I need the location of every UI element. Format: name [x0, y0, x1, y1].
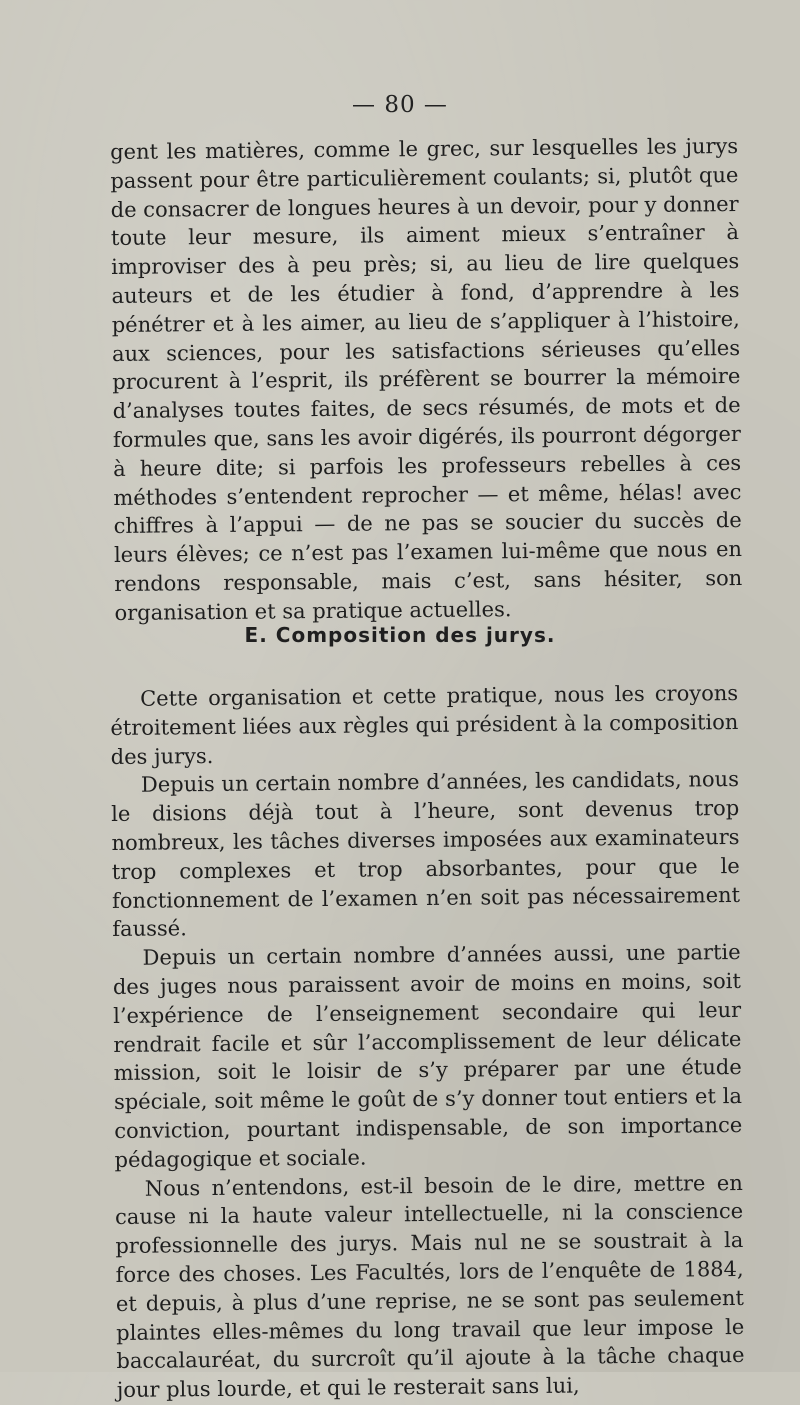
- body-text-top: [110, 132, 743, 628]
- paragraph: Cette organisation et cette pratique, nous les croyons étroitement liées aux règles qui président à la composition des jurys.: [110, 680, 739, 769]
- body-text-bottom: [110, 679, 745, 1405]
- page-number: — 80 —: [352, 92, 448, 118]
- paragraph: Depuis un certain nombre d’années, les candidats, nous le disions déjà tout à l’heure, sont devenus trop nombreux, les tâches diverses imposées aux examinateurs trop complexes et trop absorbantes, pour que le fonctionnement de l’examen n’en soit pas nécessairement faussé.: [111, 767, 741, 942]
- paragraph: Nous n’entendons, est-il besoin de le dire, mettre en cause ni la haute valeur intellectuelle, ni la conscience professionnelle des jurys. Mais nul ne se soustrait à la force des choses. Les Facultés, lors de l’enquête de 1884, et depuis, à plus d’une reprise, ne se sont pas seulement plaintes elles-mêmes du long travail que leur impose le baccalauréat, du surcroît qu’il ajoute à la tâche chaque jour plus lourde, et qui le resterait sans lui,: [114, 1170, 745, 1403]
- paragraph: Depuis un certain nombre d’années aussi, une partie des juges nous paraissent avoir de moins en moins, soit l’expérience de l’enseignement secondaire qui leur rendrait facile et sûr l’accomplissement de leur délicate mission, soit le loisir de s’y préparer par une étude spéciale, soit même le goût de s’y donner tout entiers et la conviction, pourtant indispensable, de son importance pédagogique et sociale.: [112, 940, 743, 1172]
- section-heading: E. Composition des jurys.: [244, 623, 556, 647]
- paragraph: gent les matières, comme le grec, sur lesquelles les jurys passent pour être particulièrement coulants; si, plutôt que de consacrer de longues heures à un devoir, pour y donner toute leur mesure, ils aiment mieux s’entraîner à improviser des à peu près; si, au lieu de lire quelques auteurs et de les étudier à fond, d’apprendre à les pénétrer et à les aimer, au lieu de s’appliquer à l’histoire, aux sciences, pour les satisfactions sérieuses qu’elles procurent à l’esprit, ils préfèrent se bourrer la mémoire d’analyses toutes faites, de secs résumés, de mots et de formules que, sans les avoir digérés, ils pourront dégorger à heure dite; si parfois les professeurs rebelles à ces méthodes s’entendent reprocher — et même, hélas! avec chiffres à l’appui — de ne pas se soucier du succès de leurs élèves; ce n’est pas l’examen lui-même que nous en rendons responsable, mais c’est, sans hésiter, son organisation et sa pratique actuelles.: [110, 133, 743, 625]
